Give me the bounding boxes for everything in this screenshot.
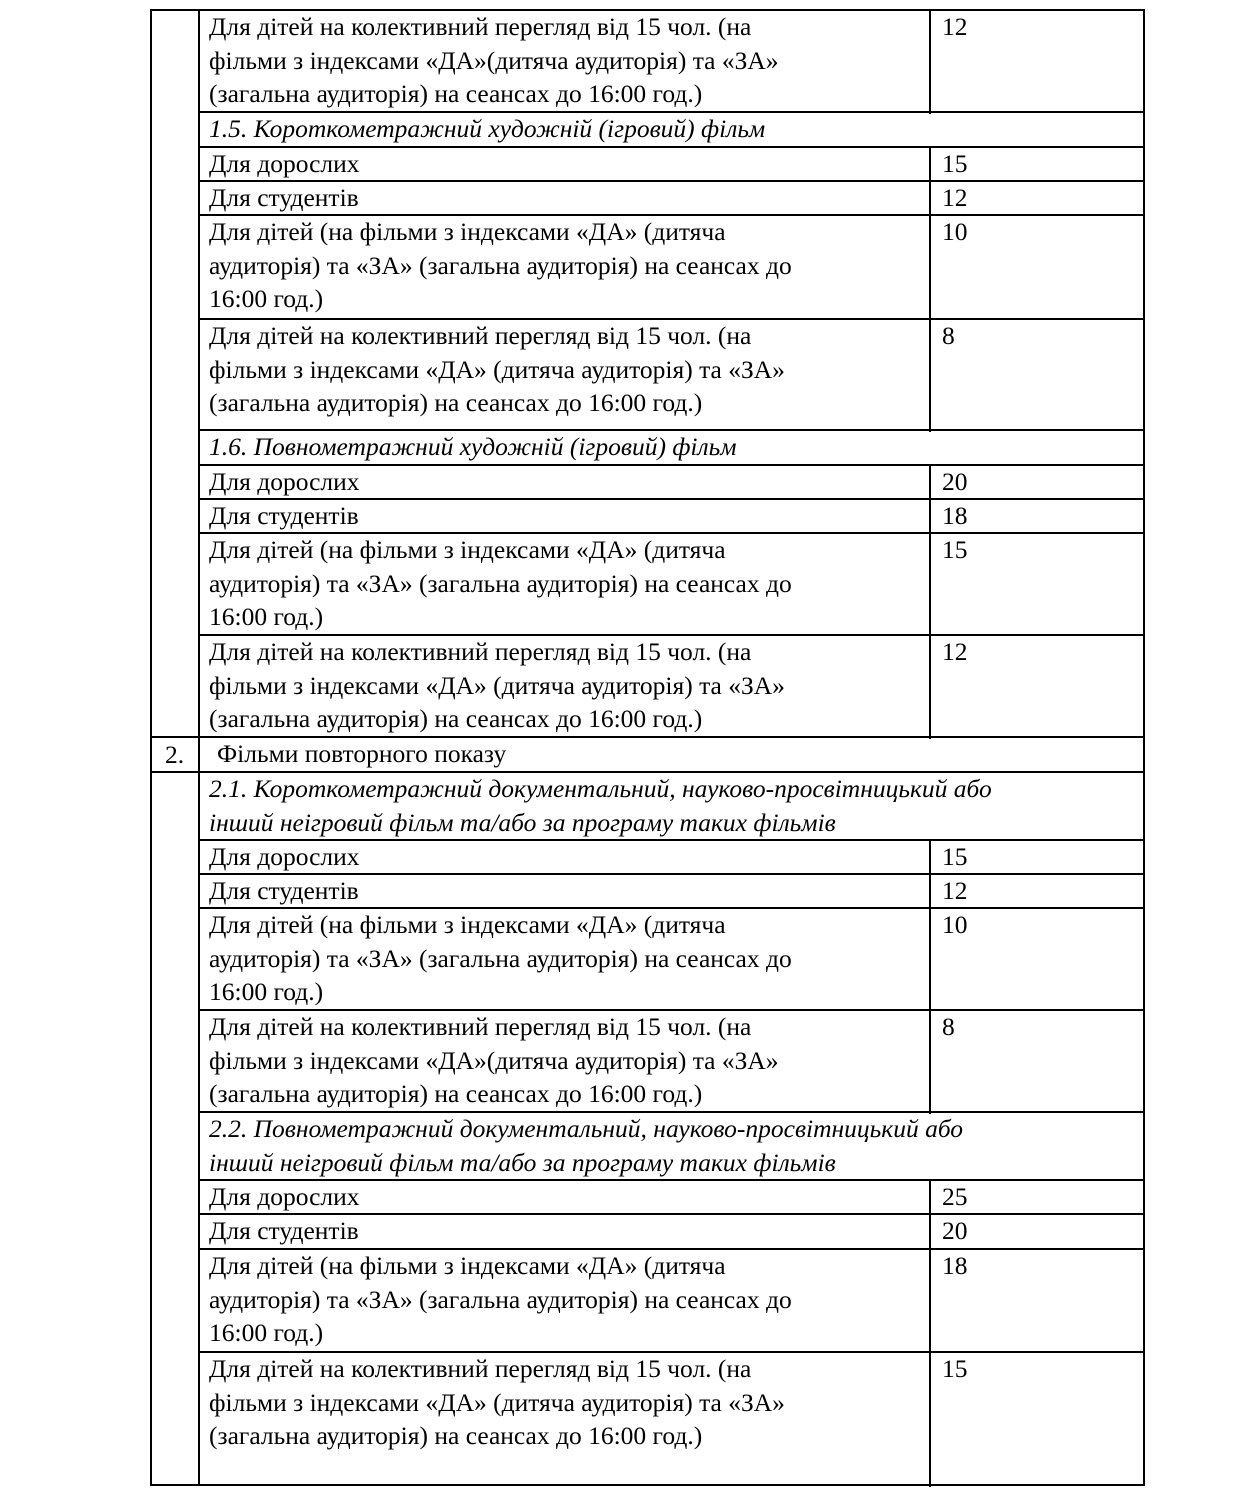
- row-divider: [198, 180, 1145, 182]
- row-divider: [198, 907, 1145, 909]
- row-value: 18: [942, 501, 968, 530]
- table-row: [150, 147, 1144, 181]
- row-description: Для студентів: [209, 876, 359, 905]
- row-divider: [198, 464, 1145, 466]
- table-row: [150, 533, 1144, 635]
- subsection-title: 1.5. Короткометражний художній (ігровий) фільм: [209, 114, 766, 143]
- row-value: 20: [942, 1216, 968, 1245]
- column-divider: [929, 908, 931, 1012]
- row-description: Для дорослих: [209, 149, 360, 178]
- table-row: [150, 840, 1144, 874]
- row-value: 8: [942, 321, 955, 350]
- row-value: 12: [942, 12, 968, 41]
- section-row: [150, 737, 1144, 772]
- table-row: [150, 635, 1144, 737]
- column-divider: [929, 147, 931, 183]
- section-title: Фільми повторного показу: [217, 739, 507, 768]
- row-description: Для студентів: [209, 183, 359, 212]
- row-divider: [198, 634, 1145, 636]
- row-divider: [198, 111, 1145, 113]
- row-divider: [150, 736, 1145, 738]
- column-divider: [929, 635, 931, 739]
- column-divider: [929, 533, 931, 637]
- row-description: Для дітей (на фільми з індексами «ДА» (дитяча аудиторія) та «ЗА» (загальна аудиторія) на сеансах до 16:00 год.): [209, 910, 792, 1006]
- row-description: Для дорослих: [209, 1182, 360, 1211]
- row-divider: [198, 1179, 1145, 1181]
- row-divider: [198, 1009, 1145, 1011]
- row-divider: [198, 1248, 1145, 1250]
- row-value: 10: [942, 910, 968, 939]
- column-divider: [929, 1010, 931, 1114]
- row-description: Для дітей (на фільми з індексами «ДА» (дитяча аудиторія) та «ЗА» (загальна аудиторія) на сеансах до 16:00 год.): [209, 217, 792, 313]
- row-divider: [198, 1351, 1145, 1353]
- row-description: Для дорослих: [209, 467, 360, 496]
- table-row: [150, 215, 1144, 319]
- row-value: 15: [942, 842, 968, 871]
- section-number: 2.: [164, 740, 185, 769]
- row-divider: [198, 214, 1145, 216]
- table-right-border: [1143, 9, 1145, 1486]
- column-divider: [929, 319, 931, 432]
- subsection-title: 2.2. Повнометражний документальний, науково-просвітницький або інший неігровий фільм та/або за програму таких фільмів: [209, 1114, 964, 1177]
- row-divider: [198, 1213, 1145, 1215]
- row-description: Для студентів: [209, 501, 359, 530]
- column-divider: [929, 465, 931, 501]
- row-divider: [198, 318, 1145, 320]
- row-divider: [198, 146, 1145, 148]
- row-description: Для дітей на колективний перегляд від 15 чол. (на фільми з індексами «ДА» (дитяча аудиторія) та «ЗА» (загальна аудиторія) на сеансах до 16:00 год.): [209, 321, 785, 417]
- column-divider: [929, 1214, 931, 1251]
- table-row: [150, 499, 1144, 533]
- row-value: 15: [942, 1354, 968, 1383]
- row-divider: [198, 873, 1145, 875]
- column-divider: [929, 499, 931, 535]
- row-value: 15: [942, 535, 968, 564]
- row-divider: [198, 1111, 1145, 1113]
- column-divider: [929, 1352, 931, 1487]
- table-row: [150, 465, 1144, 499]
- table-row: [150, 1180, 1144, 1214]
- row-divider: [198, 532, 1145, 534]
- row-divider: [150, 771, 1145, 773]
- column-divider: [929, 874, 931, 910]
- table-row: [150, 181, 1144, 215]
- table-row: [150, 1352, 1144, 1485]
- table-left-border: [150, 9, 152, 1486]
- row-description: Для дітей на колективний перегляд від 15 чол. (на фільми з індексами «ДА»(дитяча аудиторія) та «ЗА» (загальна аудиторія) на сеансах до 16:00 год.): [209, 1012, 779, 1108]
- row-value: 8: [942, 1012, 955, 1041]
- number-column-divider: [198, 9, 200, 1486]
- row-value: 12: [942, 637, 968, 666]
- column-divider: [929, 215, 931, 321]
- row-description: Для дорослих: [209, 842, 360, 871]
- subsection-title: 2.1. Короткометражний документальний, науково-просвітницький або інший неігровий фільм та/або за програму таких фільмів: [209, 774, 992, 837]
- row-description: Для дітей на колективний перегляд від 15 чол. (на фільми з індексами «ДА»(дитяча аудиторія) та «ЗА» (загальна аудиторія) на сеансах до 16:00 год.): [209, 12, 779, 108]
- row-description: Для дітей (на фільми з індексами «ДА» (дитяча аудиторія) та «ЗА» (загальна аудиторія) на сеансах до 16:00 год.): [209, 535, 792, 631]
- subsection-row: [150, 112, 1144, 147]
- row-divider: [150, 1484, 1145, 1486]
- row-value: 15: [942, 149, 968, 178]
- table-row: [150, 1214, 1144, 1249]
- table-row: [150, 908, 1144, 1010]
- row-divider: [150, 9, 1145, 11]
- column-divider: [929, 10, 931, 114]
- column-divider: [929, 181, 931, 217]
- column-divider: [929, 1180, 931, 1216]
- row-value: 25: [942, 1182, 968, 1211]
- table-row: [150, 1249, 1144, 1352]
- row-value: 20: [942, 467, 968, 496]
- table-row: [150, 10, 1144, 112]
- subsection-row: [150, 772, 1144, 840]
- table-row: [150, 319, 1144, 430]
- table-row: [150, 874, 1144, 908]
- row-divider: [198, 839, 1145, 841]
- row-description: Для дітей на колективний перегляд від 15 чол. (на фільми з індексами «ДА» (дитяча аудиторія) та «ЗА» (загальна аудиторія) на сеансах до 16:00 год.): [209, 637, 785, 733]
- column-divider: [929, 1249, 931, 1354]
- row-value: 12: [942, 183, 968, 212]
- row-value: 10: [942, 217, 968, 246]
- subsection-row: [150, 430, 1144, 465]
- row-description: Для студентів: [209, 1216, 359, 1245]
- row-description: Для дітей (на фільми з індексами «ДА» (дитяча аудиторія) та «ЗА» (загальна аудиторія) на сеансах до 16:00 год.): [209, 1251, 792, 1347]
- row-divider: [198, 498, 1145, 500]
- row-description: Для дітей на колективний перегляд від 15 чол. (на фільми з індексами «ДА» (дитяча аудиторія) та «ЗА» (загальна аудиторія) на сеансах до 16:00 год.): [209, 1354, 785, 1450]
- row-value: 12: [942, 876, 968, 905]
- subsection-title: 1.6. Повнометражний художній (ігровий) фільм: [209, 432, 737, 461]
- subsection-row: [150, 1112, 1144, 1180]
- row-divider: [198, 429, 1145, 431]
- column-divider: [929, 840, 931, 876]
- row-value: 18: [942, 1251, 968, 1280]
- table-row: [150, 1010, 1144, 1112]
